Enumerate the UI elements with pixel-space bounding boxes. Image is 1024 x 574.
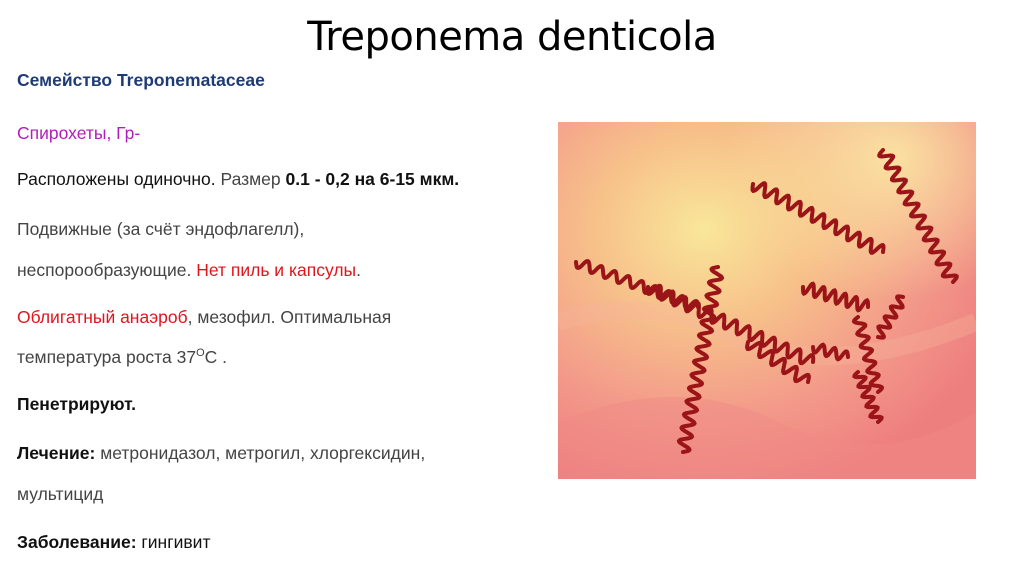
motility-line-2 [17,260,361,281]
disease-value: гингивит [136,532,211,552]
temperature-unit: С . [204,347,227,367]
arrangement-line [17,169,459,190]
degree-sup: О [196,347,205,360]
group-line: Спирохеты, Гр- [17,123,141,143]
no-pili-text: Нет пиль и капсулы [196,260,357,280]
treatment-label: Лечение: [17,443,96,463]
size-value: 0.1 - 0,2 на 6-15 мкм. [285,169,460,189]
treatment-drugs: метронидазол, метрогил, хлоргексидин, [95,443,426,463]
period: . [356,260,361,280]
treatment-line-2: мультицид [17,484,104,504]
family-line: Семейство Treponemataceae [17,70,265,90]
spore-text: неспорообразующие. [17,260,192,280]
disease-label: Заболевание: [17,532,137,552]
penetrate-line: Пенетрируют. [17,394,136,414]
disease-line [17,532,210,553]
anaerobe-text: Облигатный анаэроб [17,307,188,327]
spirochetes-illustration [558,122,976,479]
treatment-line-1 [17,443,425,464]
mesophile-text: , мезофил. Оптимальная [187,307,392,327]
slide-title: Treponema denticola [307,14,717,60]
size-label: Размер [220,169,281,189]
motility-line-1: Подвижные (за счёт эндофлагелл), [17,219,305,239]
temperature-text: температура роста 37 [17,347,197,367]
spirochetes-svg [558,122,976,479]
oxygen-line-2 [17,347,227,368]
arrangement-text: Расположены одиночно. [17,169,216,189]
oxygen-line-1 [17,307,391,328]
